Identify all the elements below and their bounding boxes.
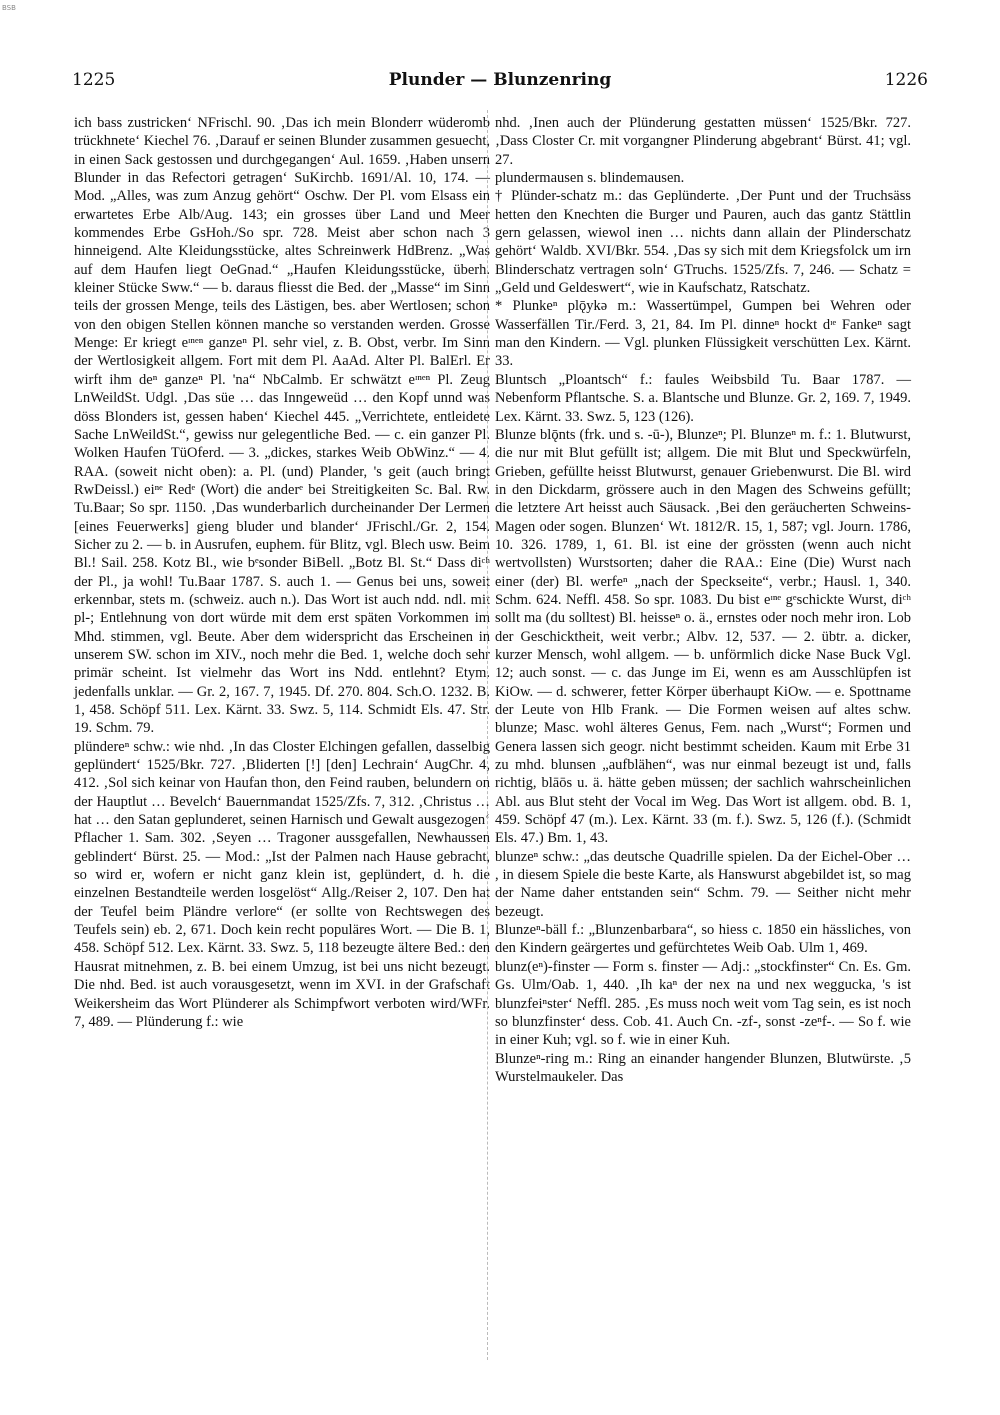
right-paragraph-9: blunz(eⁿ)-finster — Form s. finster — Adj.: „stockfinster“ Cn. Es. Gm. Gs. Ulm/Oab. 1, 440. ‚Ih kaⁿ der nex na und nex weggucka, 's ist blunzfeiⁿster‘ Neffl. 285. ‚Es muss noch weit vom Tag sein, es ist noch so blunzfinster‘ dess. Cob. 41. Auch Cn. -zf-, sonst -zeⁿf-. — So f. wie in einer Kuh; vgl. so f. wie in einer Kuh. <box>495 958 911 1049</box>
right-paragraph-8: Blunzeⁿ-bäll f.: „Blunzenbarbara“, so hiess c. 1850 ein hässliches, von den Kindern geärgertes und gefürchtetes Weib Oab. Ulm 1, 469. <box>495 922 911 957</box>
right-paragraph-6: Blunze blǭnts (frk. und s. -ū-), Blunzeⁿ; Pl. Blunzeⁿ m. f.: 1. Blutwurst, die nur mit Blut gefüllt ist; allgem. Die mit Blut und Speckwürfeln, Grieben, gefüllte heisst Blutwurst, genauer Griebenwurst. Die Bl. wird in den Dickdarm, grössere auch in den Magen des Schweins gefüllt; die letztere Art heisst auch Säusack. ‚Bei den geräucherten Schweins-Magen oder sogen. Blunzen‘ Wt. 1812/R. 15, 1, 587; vgl. Journ. 1786, 10. 326. 1789, 1, 61. Bl. ist eine der grössten (wenn auch nicht wertvollsten) Wurstsorten; daher die RAA.: Eine (Die) Wurst nach einer (der) Bl. werfeⁿ „nach der Speckseite“, verbr.; Hausl. 1, 340. Schm. 624. Neffl. 458. So spr. 1083. Du bist eᶦⁿᵉ gᵉschickte Wurst, diᶜʰ sollt ma (du solltest) Bl. heisseⁿ o. ä., ernstes oder noch mehr iron. Lob der Geschicktheit, weit verbr.; Albv. 12, 537. — 2. übtr. a. dicker, kurzer Mensch, wohl allgem. — b. unförmlich dicke Nase Buck Vgl. 12; auch sonst. — c. das Junge im Ei, wenn es am Ausschlüpfen ist KiOw. — d. schwerer, fetter Körper überhaupt KiOw. — e. Spottname der Leute von Hlb Frank. — Die Formen weisen auf altes schw. blunze; Masc. wohl älteres Genus, Fem. nach „Wurst“; Formen und Genera lassen sich geogr. nicht bestimmt scheiden. Kaum mit Erbe 31 zu mhd. blunsen „aufblähen“, was nur einmal bezeugt ist und, falls richtig, blāōs u. ä. hätte geben müssen; der sachlich wahrscheinlichen Abl. aus Blut steht der Vocal im Weg. Das Wort ist allgem. obd. B. 1, 459. Schöpf 47 (m.). Lex. Kärnt. 33 (m. f.). Swz. 5, 126 (f.). (Schmidt Els. 47.) Bm. 1, 43. <box>495 426 911 847</box>
page-number-left: 1225 <box>72 70 116 90</box>
right-paragraph-7: blunzeⁿ schw.: „das deutsche Quadrille spielen. Da der Eichel-Ober … , in diesem Spiele die beste Karte, als Hanswurst abgebildet ist, so mag der Name daher entstanden sein“ Schm. 79. — Seither nicht mehr bezeugt. <box>495 848 911 920</box>
column-divider <box>487 110 488 1360</box>
running-title: Plunder — Blunzenring <box>388 70 612 90</box>
page-number-right: 1226 <box>884 70 928 90</box>
left-paragraph-2: plündereⁿ schw.: wie nhd. ‚In das Closter Elchingen gefallen, dasselbig geplündert‘ 1525/Bkr. 727. ‚Bliderten [!] [den] Lechrain‘ AugChr. 4, 412. ‚Sol sich keinar von Haufan thon, den Feind rauben, belundern on der Hauptlut … Bevelch‘ Bauernmandat 1525/Zfs. 7, 312. ‚Christus … hat … den Satan geplunderet, seinen Harnisch und Gewalt ausgezogen‘ Pflacher 1. Sam. 302. ‚Seyen … Tragoner aussgefallen, Newhaussen geblindert‘ Bürst. 25. — Mod.: „Ist der Palmen nach Hause gebracht, so wird er, wofern er nicht ganz klein ist, geplündert, d. h. die einzelnen Bestandteile werden losgelöst“ Allg./Reiser 2, 107. Den hat der Teufel beim Pländre verlore“ (er sollte von Rechtswegen des Teufels sein) eb. 2, 671. Doch kein recht populäres Wort. — Die B. 1, 458. Schöpf 512. Lex. Kärnt. 33. Swz. 5, 118 bezeugte ältere Bed.: den Hausrat mitnehmen, z. B. bei einem Umzug, ist bei uns nicht bezeugt. Die nhd. Bed. ist auch vorausgesetzt, wenn im XVI. in der Grafschaft Weikersheim das Wort Plünderer als Schimpfwort verboten wird/WFr. 7, 489. — Plünderung f.: wie <box>74 738 490 1030</box>
right-column <box>495 114 911 1086</box>
library-stamp: BSB <box>2 4 16 12</box>
right-paragraph-10: Blunzeⁿ-ring m.: Ring an einander hangender Blunzen, Blutwürste. ‚5 Wurstelmaukeler. Das <box>495 1050 911 1085</box>
right-paragraph-3: † Plünder-schatz m.: das Geplünderte. ‚Der Punt und der Truchsäss hetten den Knechten die Burger und Pauren, auch das gantz Stättlin gern gelassen, wiewol inen … nichts dann allain der Plinderschatz gehört‘ Waldb. XVI/Bkr. 554. ‚Das sy sich mit dem Kriegsfolck um irn Blinderschatz vertragen soln‘ GTruchs. 1525/Zfs. 7, 246. — Schatz = „Geld und Geldeswert“, wie in Kaufschatz, Ratschatz. <box>495 188 911 297</box>
left-column <box>74 114 490 1031</box>
page-header <box>72 70 928 96</box>
right-paragraph-5: Bluntsch „Ploantsch“ f.: faules Weibsbild Tu. Baar 1787. — Nebenform Pflantsche. S. a. Blantsche und Blunze. Gr. 2, 169. 7, 1949. Lex. Kärnt. 33. Swz. 5, 123 (126). <box>495 371 911 425</box>
left-paragraph-1: ich bass zustricken‘ NFrischl. 90. ‚Das ich mein Blonderr wüderomb trückhnete‘ Kiechel 76. ‚Darauf er seinen Blunder zusammen gesuecht, in einen Sack gestossen und durchgegangen‘ Aul. 1659. ‚Haben unsern Blunder in das Refectori getragen‘ SuKirchb. 1691/Al. 10, 174. — Mod. „Alles, was zum Anzug gehört“ Oschw. Der Pl. vom Elsass ein erwartetes Erbe Alb/Aug. 143; ein grosses über Land und Meer kommendes Erbe GsHoh./So spr. 728. Meist aber schon nach 3 hinneigend. Alte Kleidungsstücke, altes Schreinwerk HdBrenz. „Was auf dem Haufen liegt OeGnad.“ „Haufen Kleidungsstücke, überh. kleiner Stücke Sww.“ — b. daraus fliesst die Bed. der „Masse“ im Sinn teils der grossen Menge, teils des Lästigen, bes. aber Wertlosen; schon von den obigen Stellen können manche so verstanden werden. Grosse Menge: Er kriegt eᶦⁿᵉⁿ ganzeⁿ Pl. sehr viel, z. B. Obst, verbr. Im Sinn der Wertlosigkeit allgem. Fort mit dem Pl. AaAd. Alter Pl. BalErl. Er wirft ihm deⁿ ganzeⁿ Pl. 'na“ NbCalmb. Er schwätzt eᶦⁿᵉⁿ Pl. Zeug LnWeildSt. Udgl. ‚Das süe … das Inngeweüd … den Kopf unnd was döss Blonders ist, gessen haben‘ Kiechel 445. „Verrichtete, entleidete Sache LnWeildSt.“, gewiss nur gelegentliche Bed. — c. ein ganzer Pl. Wolken Haufen TüOferd. — 3. „dickes, starkes Weib ObWinz.“ — 4. RAA. (soweit nicht oben): a. Pl. (und) Plander, 's geit (auch bringt RwDeissl.) eiⁿᵉ Redᵉ (Wort) die anderᵉ bei Streitigkeiten Sc. Bal. Rw. Tu.Baar; So spr. 1150. ‚Das wunderbarlich durcheinander Der Lermen [eines Feuerwerks] gieng bluder und blander‘ JFrischl./Gr. 2, 154. Sicher zu 2. — b. in Ausrufen, euphem. für Blitz, vgl. Blech usw. Beim Bl.! Sail. 258. Kotz Bl., wie bᵉsonder BiBell. „Botz Bl. St.“ Dass diᶜʰ der Pl., ja wohl! Tu.Baar 1787. S. auch 1. — Genus bei uns, soweit erkennbar, stets m. (schweiz. auch n.). Das Wort ist auch ndd. ndl. mit pl-; Entlehnung von dort würde mit dem erst späten Vorkommen im Mhd. stimmen, vgl. Beute. Aber dem widerspricht das Erscheinen in unserem SW. schon im XIV., noch mehr die Bed. 1, welche doch sehr primär scheint. Ist vielmehr das Wort ins Ndd. entlehnt? Etym. jedenfalls unklar. — Gr. 2, 167. 7, 1945. Df. 270. 804. Sch.O. 1232. B. 1, 458. Schöpf 511. Lex. Kärnt. 33. Swz. 5, 114. Schmidt Els. 47. Str. 19. Schm. 79. <box>74 115 490 737</box>
right-paragraph-4: * Plunkeⁿ plǭykə m.: Wassertümpel, Gumpen bei Wehren oder Wasserfällen Tir./Ferd. 3, 21, 84. Im Pl. dinneⁿ hockt dᶦᵉ Fankeⁿ sagt man den Kindern. — Vgl. plunken Flüssigkeit verschütten Lex. Kärnt. 33. <box>495 298 911 370</box>
right-paragraph-1: nhd. ‚Inen auch der Plünderung gestatten müssen‘ 1525/Bkr. 727. ‚Dass Closter Cr. mit vorgangner Plinderung abgebrant‘ Bürst. 41; vgl. 27. <box>495 115 911 168</box>
right-paragraph-2: plundermausen s. blindemausen. <box>495 170 685 187</box>
